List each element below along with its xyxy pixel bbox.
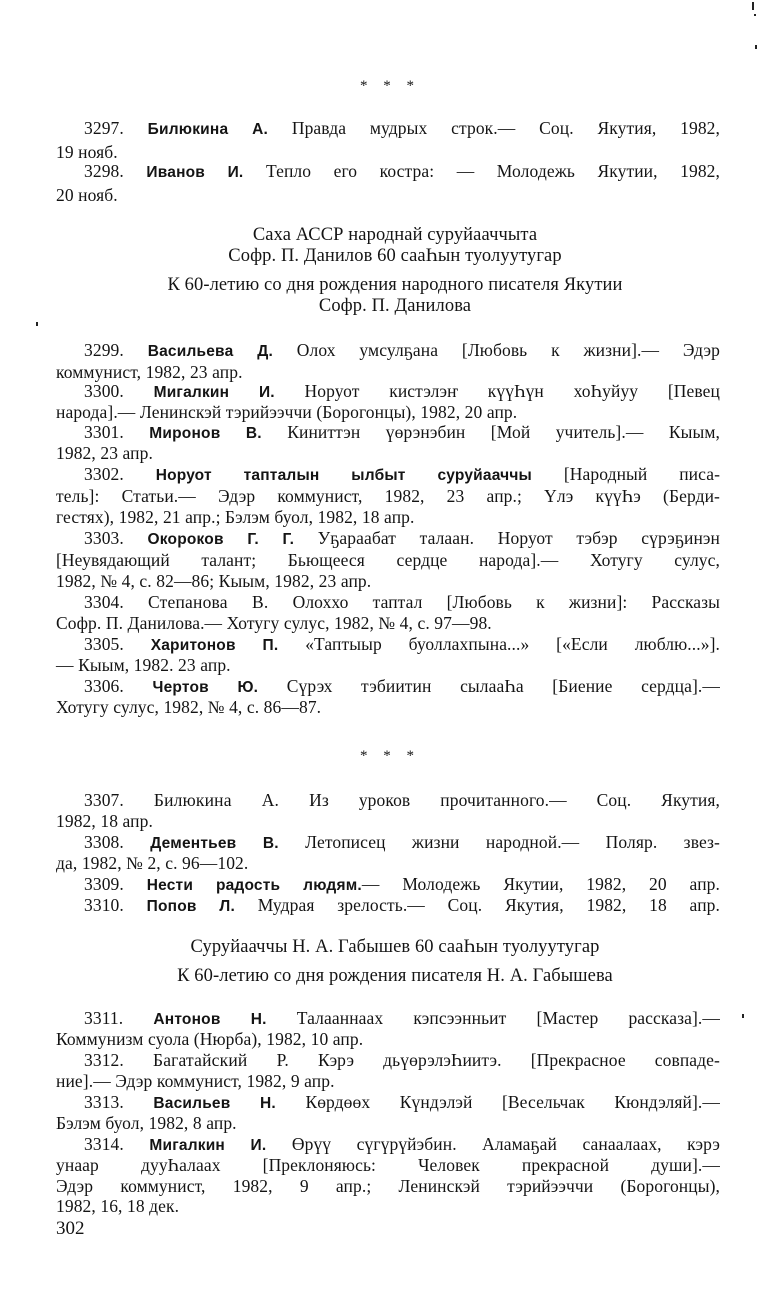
entry-3297-cont: 19 нояб. xyxy=(56,142,118,162)
entry-3312: 3312. Багатайский Р. Кэрэ дьүөрэлэҺиитэ. [Прекрасное совпаде- xyxy=(84,1050,720,1070)
scan-speck xyxy=(755,45,757,49)
heading-ru-1: К 60-летию со дня рождения народного писателя Якутии xyxy=(167,275,623,295)
entry-3311-l2: Коммунизм суола (Нюрба), 1982, 10 апр. xyxy=(56,1029,364,1049)
entry-3309: 3309. Нести радость людям.— Молодежь Якутии, 1982, 20 апр. xyxy=(84,874,720,894)
page-number: 302 xyxy=(56,1218,85,1239)
stars-separator-middle: * * * xyxy=(360,748,420,764)
entry-3313-l2: Бэлэм буол, 1982, 8 апр. xyxy=(56,1113,237,1133)
entry-3304: 3304. Степанова В. Олоххо таптал [Любовь к жизни]: Рассказы xyxy=(84,592,721,612)
entry-3297: 3297. Билюкина А. Правда мудрых строк.— Соц. Якутия, 1982, xyxy=(84,118,720,138)
entry-3300-l2: народа].— Ленинскэй тэрийээччи (Борогонцы), 1982, 20 апр. xyxy=(56,402,518,422)
entry-3299-l2: коммунист, 1982, 23 апр. xyxy=(56,362,243,382)
heading-ru-2: Софр. П. Данилова xyxy=(318,296,472,316)
entry-3306-l2: Хотугу сулус, 1982, № 4, с. 86—87. xyxy=(56,697,322,717)
entry-3303-l2: [Неувядающий талант; Бьющееся сердце народа].— Хотугу сулус, xyxy=(56,550,720,570)
scan-speck xyxy=(752,2,754,10)
entry-3307: 3307. Билюкина А. Из уроков прочитанного.— Соц. Якутия, xyxy=(84,790,720,810)
entry-3305-l2: — Кыым, 1982. 23 апр. xyxy=(56,655,231,675)
entry-3303-l3: 1982, № 4, с. 82—86; Кыым, 1982, 23 апр. xyxy=(56,571,372,591)
entry-3306: 3306. Чертов Ю. Сүрэх тэбиитин сылааҺа [Биение сердца].— xyxy=(84,676,721,696)
entry-3312-l2: ние].— Эдэр коммунист, 1982, 9 апр. xyxy=(56,1071,335,1091)
entry-3311: 3311. Антонов Н. Талааннаах кэпсээнньит [Мастер рассказа].— xyxy=(84,1008,720,1028)
scan-speck xyxy=(36,322,38,326)
heading-yakut-2: Софр. П. Данилов 60 сааҺын туолуутугар xyxy=(228,246,562,266)
heading-yakut-1: Саха АССР народнай суруйааччыта xyxy=(252,225,538,245)
heading-gabyshev-ru: К 60-летию со дня рождения писателя Н. А. Габышева xyxy=(177,966,613,986)
entry-3307-l2: 1982, 18 апр. xyxy=(56,811,153,831)
entry-3301-l2: 1982, 23 апр. xyxy=(56,443,153,463)
entry-3313: 3313. Васильев Н. Көрдөөх Күндэлэй [Весельчак Кюндэляй].— xyxy=(84,1092,720,1112)
entry-3314-l4: 1982, 16, 18 дек. xyxy=(56,1196,180,1216)
entry-3303: 3303. Окороков Г. Г. Уҕараабат талаан. Норуот тэбэр сүрэҕинэн xyxy=(84,528,720,548)
entry-3314-l3: Эдэр коммунист, 1982, 9 апр.; Ленинскэй тэрийээччи (Борогонцы), xyxy=(56,1176,720,1196)
entry-3302-l2: тель]: Статьи.— Эдэр коммунист, 1982, 23 апр.; Үлэ күүҺэ (Берди- xyxy=(56,486,720,506)
entry-3308: 3308. Дементьев В. Летописец жизни народной.— Поляр. звез- xyxy=(84,832,720,852)
stars-separator-top: * * * xyxy=(360,78,420,94)
entry-3310: 3310. Попов Л. Мудрая зрелость.— Соц. Якутия, 1982, 18 апр. xyxy=(84,895,720,915)
entry-3299: 3299. Васильева Д. Олох умсулҕана [Любовь к жизни].— Эдэр xyxy=(84,340,720,360)
entry-3302: 3302. Норуот тапталын ылбыт суруйааччы [Народный писа- xyxy=(84,464,721,484)
entry-3308-l2: да, 1982, № 2, с. 96—102. xyxy=(56,853,249,873)
entry-3302-l3: гестях), 1982, 21 апр.; Бэлэм буол, 1982, 18 апр. xyxy=(56,507,415,527)
entry-3314: 3314. Мигалкин И. Өрүү сүгүрүйэбин. Аламаҕай санаалаах, кэрэ xyxy=(84,1134,721,1154)
entry-3304-l2: Софр. П. Данилова.— Хотугу сулус, 1982, № 4, с. 97—98. xyxy=(56,613,492,633)
entry-3298-cont: 20 нояб. xyxy=(56,185,118,205)
scan-speck xyxy=(742,1014,744,1018)
heading-gabyshev-yakut: Суруйааччы Н. А. Габышев 60 сааҺын туолуутугар xyxy=(190,937,600,957)
entry-3305: 3305. Харитонов П. «Таптыыр буоллахпына...» [«Если люблю...»]. xyxy=(84,634,720,654)
entry-3301: 3301. Миронов В. Киниттэн үөрэнэбин [Мой учитель].— Кыым, xyxy=(84,422,720,442)
entry-3314-l2: унаар дууҺалаах [Преклоняюсь: Человек прекрасной души].— xyxy=(56,1155,720,1175)
entry-3300: 3300. Мигалкин И. Норуот кистэлэҥ күүҺүн хоҺуйуу [Певец xyxy=(84,381,720,401)
entry-3298: 3298. Иванов И. Тепло его костра: — Молодежь Якутии, 1982, xyxy=(84,161,720,181)
scan-speck xyxy=(754,14,756,16)
